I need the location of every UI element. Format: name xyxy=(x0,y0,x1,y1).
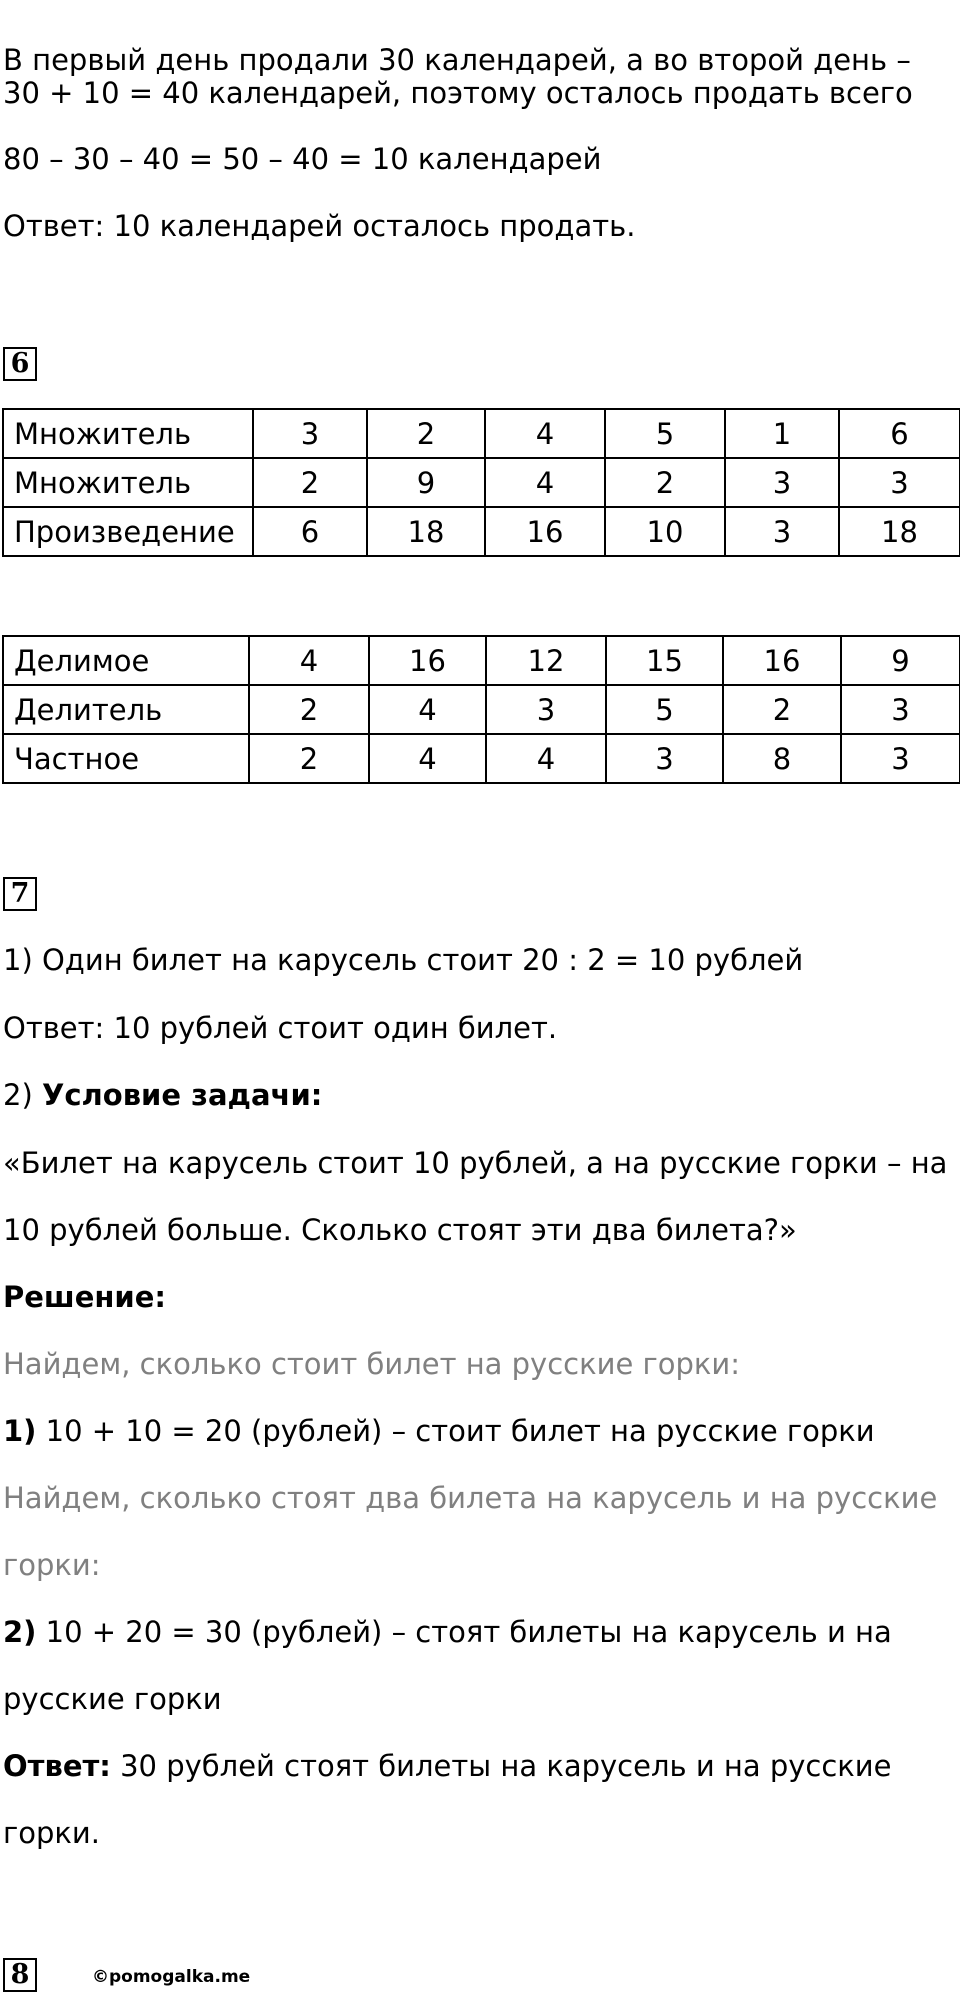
table-row xyxy=(3,685,960,734)
table-cell: 4 xyxy=(249,636,369,685)
table-cell: 3 xyxy=(841,734,960,783)
step-number: 1) xyxy=(3,1414,37,1448)
solution-hint-2-line-1: Найдем, сколько стоят два билета на карусель и на русские xyxy=(3,1481,938,1515)
table-cell: 3 xyxy=(606,734,723,783)
row-header: Частное xyxy=(3,734,249,783)
step-text: 10 + 20 = 30 (рублей) – стоят билеты на карусель и на xyxy=(36,1615,892,1649)
table-cell: 16 xyxy=(723,636,841,685)
task5-line-3: 80 – 30 – 40 = 50 – 40 = 10 календарей xyxy=(3,142,602,176)
solution-step-2-line-2: русские горки xyxy=(3,1682,222,1716)
answer-label: Ответ: xyxy=(3,1749,111,1783)
table-cell: 16 xyxy=(369,636,486,685)
task6-number-box: 6 xyxy=(3,347,37,381)
row-header: Произведение xyxy=(3,507,253,556)
table-cell: 18 xyxy=(839,507,960,556)
table-cell: 6 xyxy=(253,507,367,556)
table-row xyxy=(3,409,960,458)
table-cell: 4 xyxy=(485,409,605,458)
task7-number-box: 7 xyxy=(3,877,37,911)
step-text: 10 + 10 = 20 (рублей) – стоит билет на русские горки xyxy=(36,1414,875,1448)
final-answer-line-2: горки. xyxy=(3,1816,100,1850)
task7-condition-line-2: 10 рублей больше. Сколько стоят эти два билета?» xyxy=(3,1213,797,1247)
task5-line-1: В первый день продали 30 календарей, а во второй день – xyxy=(3,43,911,77)
task7-condition-line-1: «Билет на карусель стоит 10 рублей, а на русские горки – на xyxy=(3,1146,948,1180)
multiplication-table xyxy=(2,408,960,557)
table-cell: 2 xyxy=(249,685,369,734)
division-table xyxy=(2,635,960,784)
table-cell: 9 xyxy=(841,636,960,685)
row-header: Делитель xyxy=(3,685,249,734)
table-cell: 3 xyxy=(486,685,606,734)
table-cell: 2 xyxy=(367,409,485,458)
table-cell: 3 xyxy=(725,458,839,507)
condition-prefix: 2) xyxy=(3,1078,42,1112)
task5-answer: Ответ: 10 календарей осталось продать. xyxy=(3,209,636,243)
step-number: 2) xyxy=(3,1615,37,1649)
table-cell: 10 xyxy=(605,507,725,556)
task7-step-1: 1) Один билет на карусель стоит 20 : 2 = 10 рублей xyxy=(3,943,804,977)
solution-hint-1: Найдем, сколько стоит билет на русские горки: xyxy=(3,1347,741,1381)
table-cell: 16 xyxy=(485,507,605,556)
table-cell: 2 xyxy=(723,685,841,734)
table-row xyxy=(3,507,960,556)
table-cell: 2 xyxy=(605,458,725,507)
table-cell: 2 xyxy=(249,734,369,783)
table-cell: 9 xyxy=(367,458,485,507)
solution-hint-2-line-2: горки: xyxy=(3,1548,101,1582)
table-cell: 5 xyxy=(605,409,725,458)
copyright-footer[interactable]: ©pomogalka.me xyxy=(92,1967,251,1987)
table-row xyxy=(3,636,960,685)
table-cell: 6 xyxy=(839,409,960,458)
table-cell: 3 xyxy=(841,685,960,734)
table-cell: 3 xyxy=(253,409,367,458)
row-header: Множитель xyxy=(3,409,253,458)
table-cell: 18 xyxy=(367,507,485,556)
table-cell: 4 xyxy=(369,734,486,783)
condition-label: Условие задачи: xyxy=(41,1078,323,1112)
table-cell: 4 xyxy=(369,685,486,734)
answer-text: 30 рублей стоят билеты на карусель и на русские xyxy=(110,1749,892,1783)
table-cell: 3 xyxy=(725,507,839,556)
task8-number-box: 8 xyxy=(3,1958,37,1992)
table-cell: 2 xyxy=(253,458,367,507)
table-cell: 12 xyxy=(486,636,606,685)
table-cell: 4 xyxy=(485,458,605,507)
final-answer xyxy=(3,1748,892,1784)
solution-step-1 xyxy=(3,1413,875,1449)
solution-label: Решение: xyxy=(3,1280,167,1314)
table-row xyxy=(3,458,960,507)
task5-line-2: 30 + 10 = 40 календарей, поэтому осталось продать всего xyxy=(3,76,913,110)
solution-step-2 xyxy=(3,1614,892,1650)
row-header: Множитель xyxy=(3,458,253,507)
table-row xyxy=(3,734,960,783)
task7-condition-heading xyxy=(3,1077,322,1113)
row-header: Делимое xyxy=(3,636,249,685)
table-cell: 5 xyxy=(606,685,723,734)
table-cell: 8 xyxy=(723,734,841,783)
table-cell: 15 xyxy=(606,636,723,685)
task7-answer-1: Ответ: 10 рублей стоит один билет. xyxy=(3,1011,558,1045)
table-cell: 1 xyxy=(725,409,839,458)
table-cell: 4 xyxy=(486,734,606,783)
table-cell: 3 xyxy=(839,458,960,507)
